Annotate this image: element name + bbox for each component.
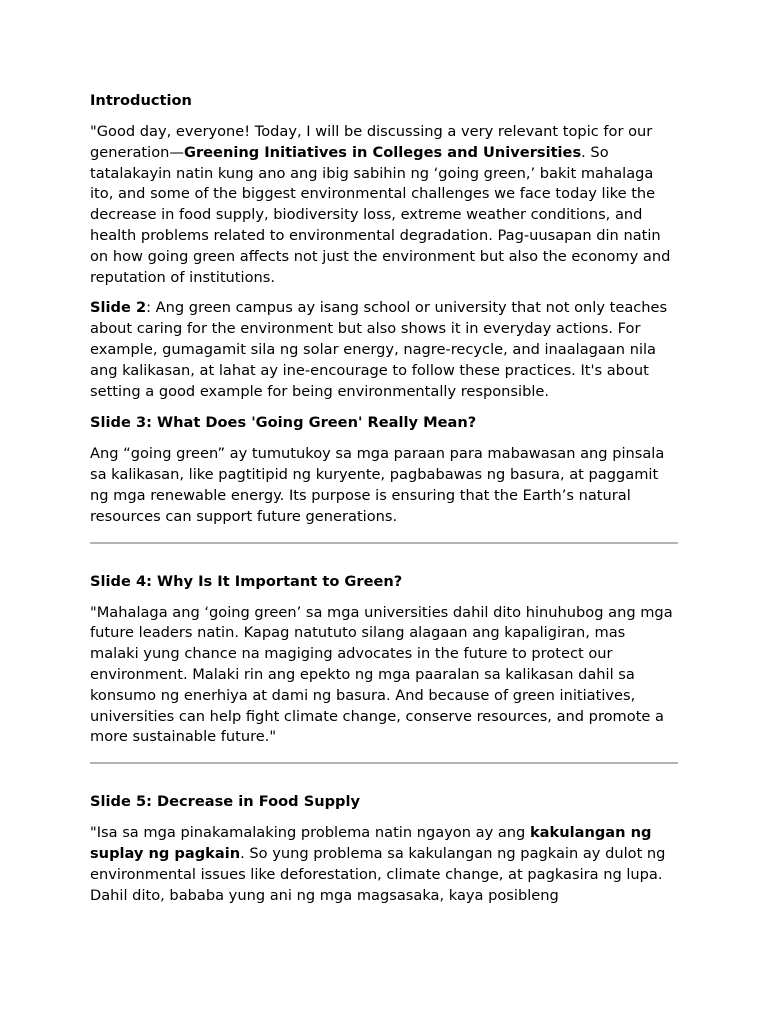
intro-bold-topic: Greening Initiatives in Colleges and Universities — [183, 143, 582, 161]
slide-5-heading: Slide 5: Decrease in Food Supply — [90, 793, 361, 811]
slide-5-bold-phrase: kakulangan ng suplay ng pagkain — [90, 824, 652, 862]
slide-3-heading: Slide 3: What Does 'Going Green' Really Mean? — [90, 414, 477, 432]
document-body — [90, 90, 678, 916]
slide-4-paragraph: "Mahalaga ang ‘going green’ sa mga universities dahil dito hinuhubog ang mga future leaders natin. Kapag natututo silang alagaan ang kapaligiran, mas malaki yung chance na magiging advocates in the future to protect our environment. Malaki rin ang epekto ng mga paaralan sa kalikasan dahil sa konsumo ng enerhiya at dami ng basura. And because of green initiatives, universities can help fight climate change, conserve resources, and promote a more sustainable future." — [90, 603, 673, 746]
slide-4-heading: Slide 4: Why Is It Important to Green? — [90, 572, 403, 590]
intro-text-1: "Good day, everyone! Today, I will be discussing a very relevant topic for our generation— — [90, 123, 653, 161]
section-divider — [90, 762, 678, 764]
intro-text-2: . So tatalakayin natin kung ano ang ibig sabihin ng ‘going green,’ bakit mahalaga ito, and some of the biggest environmental challenges we face today like the decrease in food supply, biodiversity loss, extreme weather conditions, and health problems related to environmental degradation. Pag-uusapan din natin on how going green affects not just the environment but also the economy and reputation of institutions. — [90, 143, 671, 286]
slide-5-text-1: "Isa sa mga pinakamalaking problema natin ngayon ay ang — [90, 824, 530, 842]
introduction-paragraph — [90, 122, 678, 288]
slide-2-paragraph — [90, 298, 678, 402]
slide-5-text-2: . So yung problema sa kakulangan ng pagkain ay dulot ng environmental issues like deforestation, climate change, at pagkasira ng lupa. Dahil dito, bababa yung ani ng mga magsasaka, kaya posibleng — [90, 844, 666, 904]
slide-2-text: : Ang green campus ay isang school or university that not only teaches about caring for the environment but also shows it in everyday actions. For example, gumagamit sila ng solar energy, nagre-recycle, and inaalagaan nila ang kalikasan, at lahat ay ine-encourage to follow these practices. It's about setting a good example for being environmentally responsible. — [90, 299, 668, 400]
section-divider — [90, 542, 678, 544]
slide-5-paragraph — [90, 823, 678, 906]
slide-3-paragraph: Ang “going green” ay tumutukoy sa mga paraan para mabawasan ang pinsala sa kalikasan, like pagtitipid ng kuryente, pagbabawas ng basura, at paggamit ng mga renewable energy. Its purpose is ensuring that the Earth’s natural resources can support future generations. — [90, 445, 665, 525]
introduction-heading: Introduction — [90, 92, 192, 109]
slide-2-label: Slide 2 — [90, 299, 147, 317]
